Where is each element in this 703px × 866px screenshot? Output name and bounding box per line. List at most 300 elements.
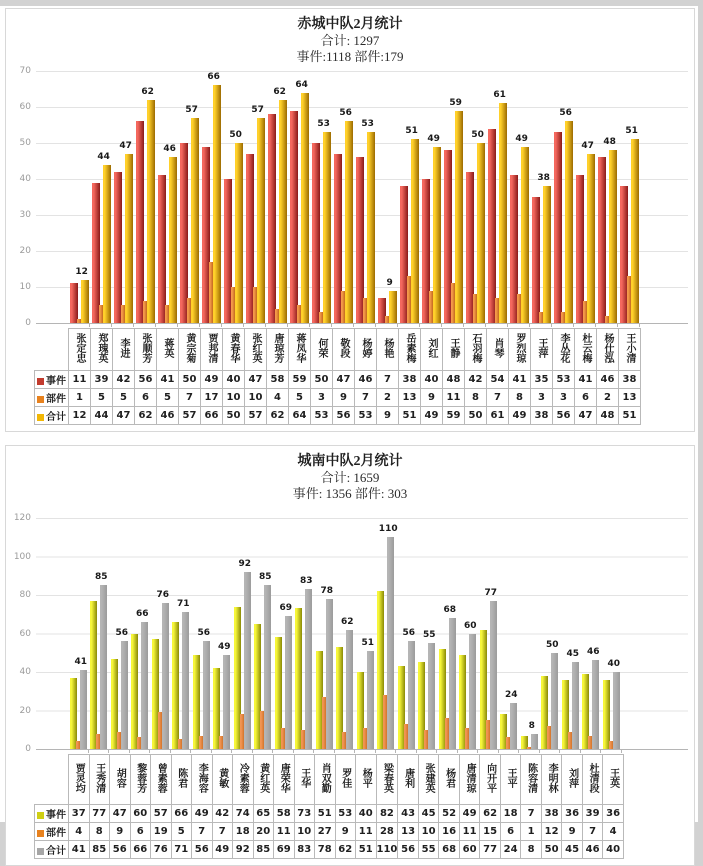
- table-value-cell: 11: [69, 371, 91, 389]
- table-value-cell: 44: [91, 407, 113, 425]
- table-name-cell: [179, 329, 201, 371]
- table-name-cell: [418, 755, 439, 805]
- table-value-cell: 12: [541, 823, 562, 841]
- bar-group: [499, 518, 520, 749]
- bar-合计: [169, 157, 177, 323]
- table-value-cell: 9: [421, 389, 443, 407]
- bar-事件: [603, 680, 610, 749]
- table-value-cell: 38: [531, 407, 553, 425]
- person-name: 何荣: [316, 338, 327, 358]
- plot-area: [36, 71, 688, 324]
- table-value-cell: 20: [253, 823, 274, 841]
- bar-合计: [80, 670, 87, 749]
- bar-group: [200, 71, 222, 323]
- bar-合计: [244, 572, 251, 749]
- table-value-cell: 27: [315, 823, 336, 841]
- bar-group: [464, 71, 486, 323]
- bar-合计: [81, 280, 89, 323]
- person-name: 杜清段: [587, 763, 599, 793]
- bar-group: [294, 518, 315, 749]
- table-value-cell: 11: [274, 823, 295, 841]
- bar-group: [519, 518, 540, 749]
- legend-cell: 合计: [35, 841, 69, 859]
- bar-事件: [290, 111, 298, 323]
- table-value-cell: 60: [459, 841, 480, 859]
- table-name-cell: [480, 755, 501, 805]
- bar-合计: [367, 132, 375, 323]
- legend-cell: 部件: [35, 823, 69, 841]
- bar-group: [112, 71, 134, 323]
- bar-合计: [565, 121, 573, 323]
- bar-value-label: 38: [537, 173, 550, 184]
- table-value-cell: 11: [459, 823, 480, 841]
- bar-value-label: 53: [317, 119, 330, 130]
- bar-value-label: 59: [449, 97, 462, 108]
- table-value-cell: 46: [597, 371, 619, 389]
- bar-合计: [191, 118, 199, 323]
- y-tick-label: 30: [19, 210, 31, 220]
- person-name: 张建英: [423, 763, 435, 793]
- bar-group: [376, 71, 398, 323]
- table-value-cell: 56: [398, 841, 419, 859]
- table-value-cell: 46: [157, 407, 179, 425]
- table-name-cell: [603, 755, 624, 805]
- table-value-cell: 5: [157, 389, 179, 407]
- table-value-cell: 57: [179, 407, 201, 425]
- table-value-cell: 48: [597, 407, 619, 425]
- bar-value-label: 60: [463, 620, 477, 631]
- table-value-cell: 15: [480, 823, 501, 841]
- bar-group: [150, 518, 171, 749]
- table-value-cell: 9: [333, 389, 355, 407]
- person-name: 王平: [505, 768, 517, 788]
- bar-value-label: 45: [566, 649, 579, 660]
- person-name: 郑瑰英: [96, 333, 107, 363]
- table-value-cell: 50: [541, 841, 562, 859]
- table-value-cell: 37: [69, 805, 90, 823]
- table-value-cell: 8: [509, 389, 531, 407]
- table-value-cell: 65: [253, 805, 274, 823]
- person-name: 黄宗菊: [184, 333, 195, 363]
- table-value-cell: 9: [335, 823, 356, 841]
- bar-合计: [103, 165, 111, 323]
- table-name-cell: [509, 329, 531, 371]
- bar-合计: [203, 641, 210, 749]
- table-name-cell: [245, 329, 267, 371]
- table-value-cell: 62: [135, 407, 157, 425]
- bar-value-label: 51: [625, 126, 638, 137]
- table-name-cell: [91, 329, 113, 371]
- table-name-cell: [289, 329, 311, 371]
- person-name: 罗佳: [339, 768, 351, 788]
- bar-group: [273, 518, 294, 749]
- table-value-cell: 8: [521, 841, 542, 859]
- table-value-cell: 49: [212, 841, 233, 859]
- legend-cell: 合计: [35, 407, 69, 425]
- bar-事件: [598, 157, 606, 323]
- table-value-cell: 64: [289, 407, 311, 425]
- table-value-cell: 56: [333, 407, 355, 425]
- bar-group: [552, 71, 574, 323]
- table-value-cell: 38: [399, 371, 421, 389]
- table-value-cell: 49: [192, 805, 213, 823]
- bar-事件: [172, 622, 179, 749]
- table-value-cell: 18: [233, 823, 254, 841]
- table-corner-cell: [35, 755, 69, 805]
- table-value-cell: 51: [619, 407, 641, 425]
- person-name: 王静: [448, 338, 459, 358]
- bar-合计: [521, 147, 529, 323]
- legend-swatch: [37, 396, 44, 403]
- bar-value-label: 62: [340, 616, 354, 627]
- bar-value-label: 66: [135, 608, 149, 619]
- data-table: [34, 328, 641, 425]
- table-value-cell: 68: [439, 841, 460, 859]
- table-name-cell: [459, 755, 480, 805]
- y-tick-label: 120: [13, 513, 31, 523]
- bar-group: [109, 518, 130, 749]
- table-value-cell: 49: [509, 407, 531, 425]
- table-value-cell: 50: [311, 371, 333, 389]
- person-name: 李海容: [196, 763, 208, 793]
- chart-title: 城南中队2月统计: [297, 454, 403, 469]
- bar-合计: [264, 585, 271, 749]
- table-value-cell: 39: [91, 371, 113, 389]
- table-name-cell: [333, 329, 355, 371]
- table-value-cell: 11: [443, 389, 465, 407]
- bar-group: [376, 518, 397, 749]
- table-name-cell: [267, 329, 289, 371]
- table-value-cell: 77: [480, 841, 501, 859]
- bar-事件: [488, 129, 496, 323]
- report-page: [0, 6, 698, 857]
- bar-合计: [572, 662, 579, 749]
- table-value-cell: 16: [439, 823, 460, 841]
- table-name-cell: [311, 329, 333, 371]
- bar-value-label: 50: [545, 639, 559, 650]
- table-value-cell: 57: [151, 805, 172, 823]
- bar-合计: [367, 651, 374, 749]
- person-name: 王华: [298, 768, 310, 788]
- table-value-cell: 53: [553, 371, 575, 389]
- y-axis: [6, 66, 36, 328]
- bar-value-label: 44: [97, 151, 110, 162]
- table-value-cell: 2: [377, 389, 399, 407]
- bar-事件: [554, 132, 562, 323]
- table-name-cell: [465, 329, 487, 371]
- table-value-cell: 45: [562, 841, 583, 859]
- bar-group: [244, 71, 266, 323]
- bar-group: [354, 71, 376, 323]
- table-name-cell: [487, 329, 509, 371]
- table-value-cell: 5: [171, 823, 192, 841]
- table-value-cell: 9: [562, 823, 583, 841]
- bar-合计: [477, 143, 485, 323]
- bar-合计: [223, 655, 230, 749]
- bar-value-label: 76: [156, 589, 169, 600]
- table-value-cell: 50: [179, 371, 201, 389]
- table-value-cell: 19: [151, 823, 172, 841]
- table-value-cell: 85: [89, 841, 110, 859]
- bar-value-label: 41: [74, 657, 87, 668]
- table-value-cell: 78: [315, 841, 336, 859]
- table-value-cell: 40: [356, 805, 377, 823]
- table-value-cell: 57: [245, 407, 267, 425]
- table-name-cell: [355, 329, 377, 371]
- table-name-cell: [294, 755, 315, 805]
- bar-value-label: 62: [141, 86, 154, 97]
- table-name-cell: [597, 329, 619, 371]
- table-value-cell: 53: [355, 407, 377, 425]
- bar-事件: [70, 283, 78, 323]
- table-name-cell: [151, 755, 172, 805]
- y-tick-label: 60: [19, 628, 31, 639]
- bar-value-label: 51: [361, 637, 374, 648]
- table-value-cell: 58: [274, 805, 295, 823]
- bar-value-label: 56: [559, 108, 572, 119]
- chart-title: 赤城中队2月统计: [297, 17, 403, 32]
- legend-swatch: [37, 414, 44, 421]
- table-value-cell: 7: [212, 823, 233, 841]
- bar-合计: [613, 672, 620, 749]
- person-name: 张顺芳: [140, 333, 151, 363]
- table-value-cell: 11: [356, 823, 377, 841]
- table-value-cell: 5: [91, 389, 113, 407]
- table-value-cell: 3: [553, 389, 575, 407]
- bar-group: [417, 518, 438, 749]
- table-value-cell: 13: [399, 389, 421, 407]
- table-name-cell: [562, 755, 583, 805]
- table-value-cell: 9: [110, 823, 131, 841]
- table-name-cell: [335, 755, 356, 805]
- bar-合计: [387, 537, 394, 749]
- bar-合计: [345, 121, 353, 323]
- table-name-cell: [192, 755, 213, 805]
- table-value-cell: 50: [465, 407, 487, 425]
- bar-value-label: 12: [75, 266, 88, 277]
- table-value-cell: 4: [69, 823, 90, 841]
- table-value-cell: 49: [201, 371, 223, 389]
- bar-合计: [121, 641, 128, 749]
- person-name: 王萍: [536, 338, 547, 358]
- chart-card-chengnan: [5, 445, 695, 866]
- person-name: 王小清: [624, 333, 635, 363]
- table-name-cell: [553, 329, 575, 371]
- table-name-cell: [443, 329, 465, 371]
- bar-事件: [90, 601, 97, 749]
- bar-事件: [70, 678, 77, 749]
- bar-value-label: 61: [493, 90, 506, 101]
- bar-合计: [408, 641, 415, 749]
- table-value-cell: 2: [597, 389, 619, 407]
- table-value-cell: 9: [377, 407, 399, 425]
- table-value-cell: 3: [311, 389, 333, 407]
- y-tick-label: 10: [19, 282, 31, 292]
- bar-value-label: 85: [258, 572, 272, 583]
- bar-合计: [213, 85, 221, 323]
- table-corner-cell: [35, 329, 69, 371]
- bar-事件: [532, 197, 540, 323]
- chart-total-line: 合计: 1659: [320, 470, 380, 485]
- bar-value-label: 83: [299, 576, 313, 587]
- table-name-cell: [171, 755, 192, 805]
- table-value-cell: 52: [439, 805, 460, 823]
- table-name-cell: [439, 755, 460, 805]
- bar-value-label: 68: [443, 605, 456, 616]
- table-value-cell: 40: [421, 371, 443, 389]
- table-value-cell: 110: [376, 841, 398, 859]
- table-name-cell: [89, 755, 110, 805]
- table-name-cell: [356, 755, 377, 805]
- bar-group: [222, 71, 244, 323]
- y-tick-label: 20: [19, 705, 31, 716]
- table-name-cell: [377, 329, 399, 371]
- table-value-cell: 13: [619, 389, 641, 407]
- bar-合计: [428, 643, 435, 749]
- table-value-cell: 4: [603, 823, 624, 841]
- table-value-cell: 54: [487, 371, 509, 389]
- table-value-cell: 51: [356, 841, 377, 859]
- y-tick-label: 60: [19, 102, 31, 112]
- table-name-cell: [399, 329, 421, 371]
- bar-value-label: 40: [607, 659, 620, 669]
- table-name-cell: [315, 755, 336, 805]
- person-name: 杨婷: [360, 338, 371, 358]
- y-tick-label: 70: [19, 66, 31, 76]
- table-name-cell: [201, 329, 223, 371]
- table-name-cell: [575, 329, 597, 371]
- bar-group: [191, 518, 212, 749]
- table-name-cell: [500, 755, 521, 805]
- table-value-cell: 41: [575, 371, 597, 389]
- table-value-cell: 56: [192, 841, 213, 859]
- table-name-cell: [521, 755, 542, 805]
- table-value-cell: 69: [274, 841, 295, 859]
- bar-group: [355, 518, 376, 749]
- table-value-cell: 47: [113, 407, 135, 425]
- bar-合计: [279, 100, 287, 323]
- chart-card-chicheng: [5, 8, 695, 432]
- legend-swatch: [37, 830, 44, 837]
- bar-group: [89, 518, 110, 749]
- table-name-cell: [135, 329, 157, 371]
- table-name-cell: [531, 329, 553, 371]
- legend-swatch: [37, 848, 44, 855]
- table-value-cell: 5: [289, 389, 311, 407]
- table-value-cell: 56: [110, 841, 131, 859]
- bar-合计: [609, 150, 617, 323]
- bar-value-label: 110: [378, 524, 398, 535]
- table-value-cell: 7: [521, 805, 542, 823]
- table-name-cell: [157, 329, 179, 371]
- table-value-cell: 7: [487, 389, 509, 407]
- bar-合计: [182, 612, 189, 749]
- person-name: 敬段: [338, 338, 349, 358]
- table-value-cell: 38: [619, 371, 641, 389]
- table-value-cell: 42: [465, 371, 487, 389]
- bar-group: [212, 518, 233, 749]
- bar-合计: [510, 703, 517, 749]
- bar-value-label: 92: [238, 558, 251, 569]
- table-value-cell: 4: [267, 389, 289, 407]
- bar-value-label: 49: [217, 641, 231, 652]
- table-value-cell: 28: [376, 823, 398, 841]
- table-value-cell: 35: [531, 371, 553, 389]
- person-name: 肖双勤: [319, 763, 331, 793]
- bar-事件: [295, 608, 302, 749]
- bar-事件: [92, 183, 100, 323]
- person-name: 贾灵均: [73, 763, 85, 793]
- table-name-cell: [619, 329, 641, 371]
- person-name: 岳素梅: [404, 333, 415, 363]
- bar-合计: [346, 630, 353, 749]
- person-name: 肖琴: [492, 338, 503, 358]
- bar-group: [266, 71, 288, 323]
- chart-detail-line: 事件:1118 部件:179: [296, 49, 404, 64]
- bar-value-label: 51: [405, 126, 418, 137]
- person-name: 唐琼芳: [272, 333, 283, 363]
- table-value-cell: 56: [135, 371, 157, 389]
- table-value-cell: 42: [113, 371, 135, 389]
- bar-value-label: 49: [515, 133, 528, 144]
- table-value-cell: 73: [294, 805, 315, 823]
- table-value-cell: 7: [582, 823, 603, 841]
- table-value-cell: 41: [69, 841, 90, 859]
- y-tick-label: 50: [19, 138, 31, 148]
- bar-合计: [141, 622, 148, 749]
- bar-合计: [235, 143, 243, 323]
- table-name-cell: [110, 755, 131, 805]
- table-value-cell: 5: [113, 389, 135, 407]
- bar-合计: [162, 603, 169, 749]
- bar-value-label: 69: [279, 603, 292, 614]
- table-value-cell: 40: [603, 841, 624, 859]
- bar-group: [130, 518, 151, 749]
- table-value-cell: 41: [509, 371, 531, 389]
- bar-value-label: 71: [176, 599, 190, 610]
- table-value-cell: 10: [223, 389, 245, 407]
- table-value-cell: 53: [311, 407, 333, 425]
- person-name: 杨仕泓: [602, 333, 613, 363]
- table-value-cell: 62: [267, 407, 289, 425]
- bar-group: [310, 71, 332, 323]
- person-name: 李进: [118, 338, 129, 358]
- bar-value-label: 56: [115, 628, 128, 639]
- plot-area: [36, 518, 688, 750]
- table-name-cell: [376, 755, 398, 805]
- table-value-cell: 76: [151, 841, 172, 859]
- table-value-cell: 24: [500, 841, 521, 859]
- bar-合计: [147, 100, 155, 323]
- table-value-cell: 39: [582, 805, 603, 823]
- legend-cell: 部件: [35, 389, 69, 407]
- bar-事件: [158, 175, 166, 323]
- table-value-cell: 85: [253, 841, 274, 859]
- table-value-cell: 6: [500, 823, 521, 841]
- bar-value-label: 9: [386, 277, 393, 288]
- bar-value-label: 8: [528, 720, 535, 731]
- bar-group: [171, 518, 192, 749]
- bar-合计: [587, 154, 595, 323]
- table-value-cell: 10: [294, 823, 315, 841]
- bar-value-label: 50: [229, 130, 242, 140]
- table-value-cell: 42: [212, 805, 233, 823]
- bar-group: [530, 71, 552, 323]
- table-name-cell: [274, 755, 295, 805]
- table-value-cell: 47: [110, 805, 131, 823]
- person-name: 蒋英: [162, 338, 173, 358]
- bar-group: [178, 71, 200, 323]
